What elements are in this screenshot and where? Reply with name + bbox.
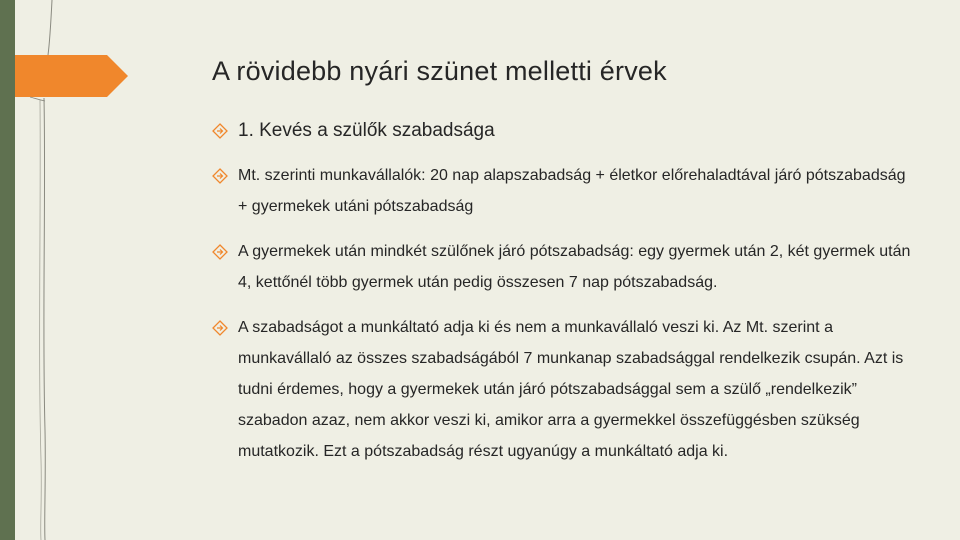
bullet-item	[212, 312, 912, 467]
decor-stroke-1	[44, 98, 45, 540]
bullet-item	[212, 160, 912, 222]
diamond-arrow-icon	[212, 244, 228, 260]
diamond-arrow-icon	[212, 320, 228, 336]
decor-stroke-4	[30, 97, 45, 101]
diamond-arrow-icon	[212, 123, 228, 139]
left-accent-bar	[0, 0, 15, 540]
bullet-item	[212, 116, 912, 146]
bullet-list	[212, 116, 912, 467]
decor-stroke-2	[40, 100, 42, 540]
bullet-text: Mt. szerinti munkavállalók: 20 nap alapszabadság + életkor előrehaladtával járó pótszabadság + gyermekek utáni pótszabadság	[238, 167, 906, 215]
slide-title: A rövidebb nyári szünet melletti érvek	[212, 56, 667, 86]
bullet-text: A szabadságot a munkáltató adja ki és nem a munkavállaló veszi ki. Az Mt. szerint a munkavállaló az összes szabadságából 7 munkanap szabadsággal rendelkezik csupán. Azt is tudni érdemes, hogy a gyermekek után járó pótszabadsággal sem a szülő „rendelkezik” szabadon azaz, nem akkor veszi ki, amikor arra a gyermekkel összefüggésben szükség mutatkozik. Ezt a pótszabadság részt ugyanúgy a munkáltató adja ki.	[238, 319, 904, 460]
diamond-arrow-icon	[212, 168, 228, 184]
decor-stroke-3	[48, 0, 52, 55]
title-arrow-banner	[15, 55, 128, 97]
bullet-text: 1. Kevés a szülők szabadsága	[238, 120, 495, 141]
bullet-item	[212, 236, 912, 298]
bullet-text: A gyermekek után mindkét szülőnek járó pótszabadság: egy gyermek után 2, két gyermek után 4, kettőnél több gyermek után pedig összesen 7 nap pótszabadság.	[238, 243, 911, 291]
